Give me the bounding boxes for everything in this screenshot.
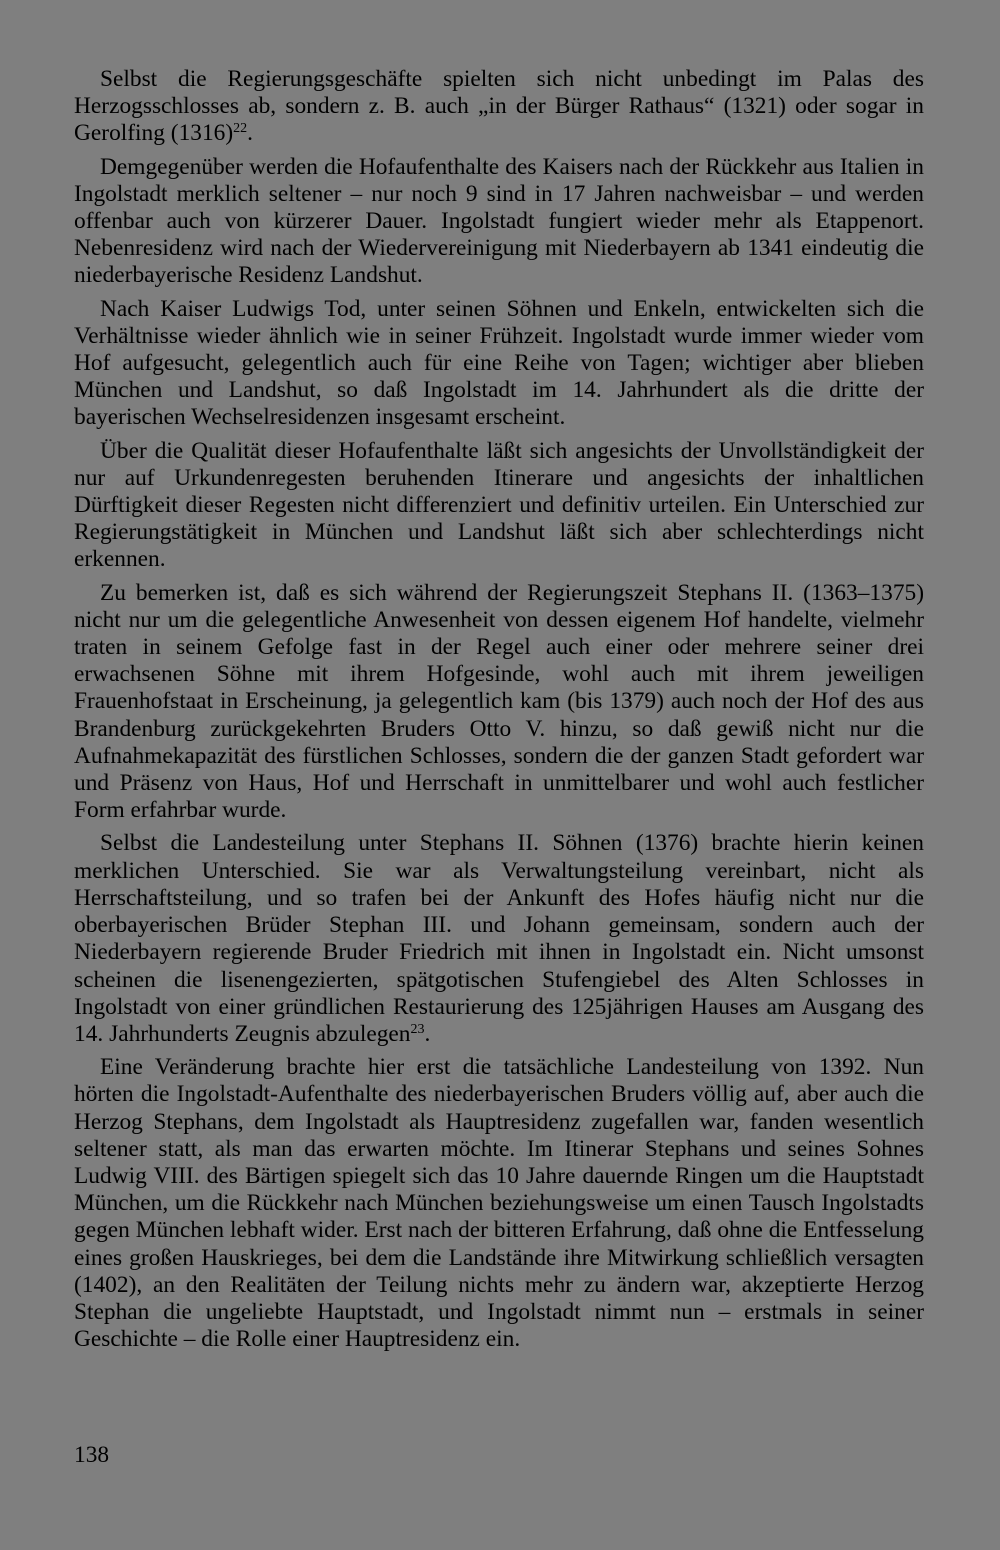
paragraph-text: Demgegenüber werden die Hofaufenthalte des Kaisers nach der Rückkehr aus Italien in Ingolstadt merklich seltener – nur noch 9 sind in 17 Jahren nachweisbar – und werden offenbar auch von kürzerer Dauer. Ingolstadt fungiert wieder mehr als Etappenort. Nebenresidenz wird nach der Wiedervereinigung mit Niederbayern ab 1341 eindeutig die niederbayerische Residenz Landshut.	[74, 153, 924, 289]
paragraph	[74, 154, 924, 290]
paragraph	[74, 296, 924, 432]
paragraph-text: Zu bemerken ist, daß es sich während der Regierungszeit Stephans II. (1363–1375) nicht nur um die gelegentliche Anwesenheit von dessen eigenem Hof handelte, vielmehr traten in seinem Gefolge fast in der Regel auch einer oder mehrere seiner drei erwachsenen Söhne mit ihrem Hofgesinde, wohl auch mit ihrem jeweiligen Frauenhofstaat in Erscheinung, ja gelegentlich kam (bis 1379) auch noch der Hof des aus Brandenburg zurückgekehrten Bruders Otto V. hinzu, so daß gewiß nicht nur die Aufnahmekapazität des fürstlichen Schlosses, sondern die der ganzen Stadt gefordert war und Präsenz von Haus, Hof und Herrschaft in unmittelbarer und wohl auch festlicher Form erfahrbar wurde.	[74, 579, 924, 824]
paragraph-text: Über die Qualität dieser Hofaufenthalte läßt sich angesichts der Unvollständigkeit der nur auf Urkundenregesten beruhenden Itinerare und angesichts der inhaltlichen Dürftigkeit dieser Regesten nicht differenziert und definitiv urteilen. Ein Unterschied zur Regierungstätigkeit in München und Landshut läßt sich aber schlechterdings nicht erkennen.	[74, 437, 924, 573]
paragraph-text: Selbst die Landesteilung unter Stephans II. Söhnen (1376) brachte hierin keinen merklichen Unterschied. Sie war als Verwaltungsteilung vereinbart, nicht als Herrschaftsteilung, und so trafen bei der Ankunft des Hofes häufig nicht nur die oberbayerischen Brüder Stephan III. und Johann gemeinsam, sondern auch der Niederbayern regierende Bruder Friedrich mit ihnen in Ingolstadt ein. Nicht umsonst scheinen die lisenengezierten, spätgotischen Stufengiebel des Alten Schlosses in Ingolstadt von einer gründlichen Restaurierung des 125jährigen Hauses am Ausgang des 14. Jahrhunderts Zeugnis abzulegen	[74, 830, 924, 1047]
paragraph-text: Nach Kaiser Ludwigs Tod, unter seinen Söhnen und Enkeln, entwickelten sich die Verhältnisse wieder ähnlich wie in seiner Frühzeit. Ingolstadt wurde immer wieder vom Hof aufgesucht, gelegentlich auch für eine Reihe von Tagen; wichtiger aber blieben München und Landshut, so daß Ingolstadt im 14. Jahrhundert als die dritte der bayerischen Wechselresidenzen insgesamt erscheint.	[74, 295, 924, 431]
footnote-reference: 22	[233, 121, 248, 137]
page-number: 138	[74, 1442, 110, 1468]
paragraph	[74, 438, 924, 574]
page-body	[74, 66, 924, 1353]
paragraph	[74, 1054, 924, 1353]
paragraph-text-end: .	[424, 1020, 431, 1047]
paragraph	[74, 830, 924, 1048]
footnote-reference: 23	[410, 1021, 425, 1037]
paragraph-text: Selbst die Regierungsgeschäfte spielten sich nicht unbedingt im Palas des Herzogsschlosses ab, sondern z. B. auch „in der Bürger Rathaus“ (1321) oder sogar in Gerolfing (1316)	[74, 66, 924, 147]
paragraph-text: Eine Veränderung brachte hier erst die tatsächliche Landesteilung von 1392. Nun hörten die Ingolstadt-Aufenthalte des niederbayerischen Bruders völlig auf, aber auch die Herzog Stephans, dem Ingolstadt als Hauptresidenz zugefallen war, fanden wesentlich seltener statt, als man das erwarten möchte. Im Itinerar Stephans und seines Sohnes Ludwig VIII. des Bärtigen spiegelt sich das 10 Jahre dauernde Ringen um die Hauptstadt München, um die Rückkehr nach München beziehungsweise um einen Tausch Ingolstadts gegen München lebhaft wider. Erst nach der bitteren Erfahrung, daß ohne die Entfesselung eines großen Hauskrieges, bei dem die Landstände ihre Mitwirkung schließlich versagten (1402), an den Realitäten der Teilung nichts mehr zu ändern war, akzeptierte Herzog Stephan die ungeliebte Hauptstadt, und Ingolstadt nimmt nun – erstmals in seiner Geschichte – die Rolle einer Hauptresidenz ein.	[74, 1054, 924, 1353]
paragraph	[74, 66, 924, 148]
paragraph	[74, 580, 924, 825]
paragraph-text-end: .	[247, 120, 254, 147]
